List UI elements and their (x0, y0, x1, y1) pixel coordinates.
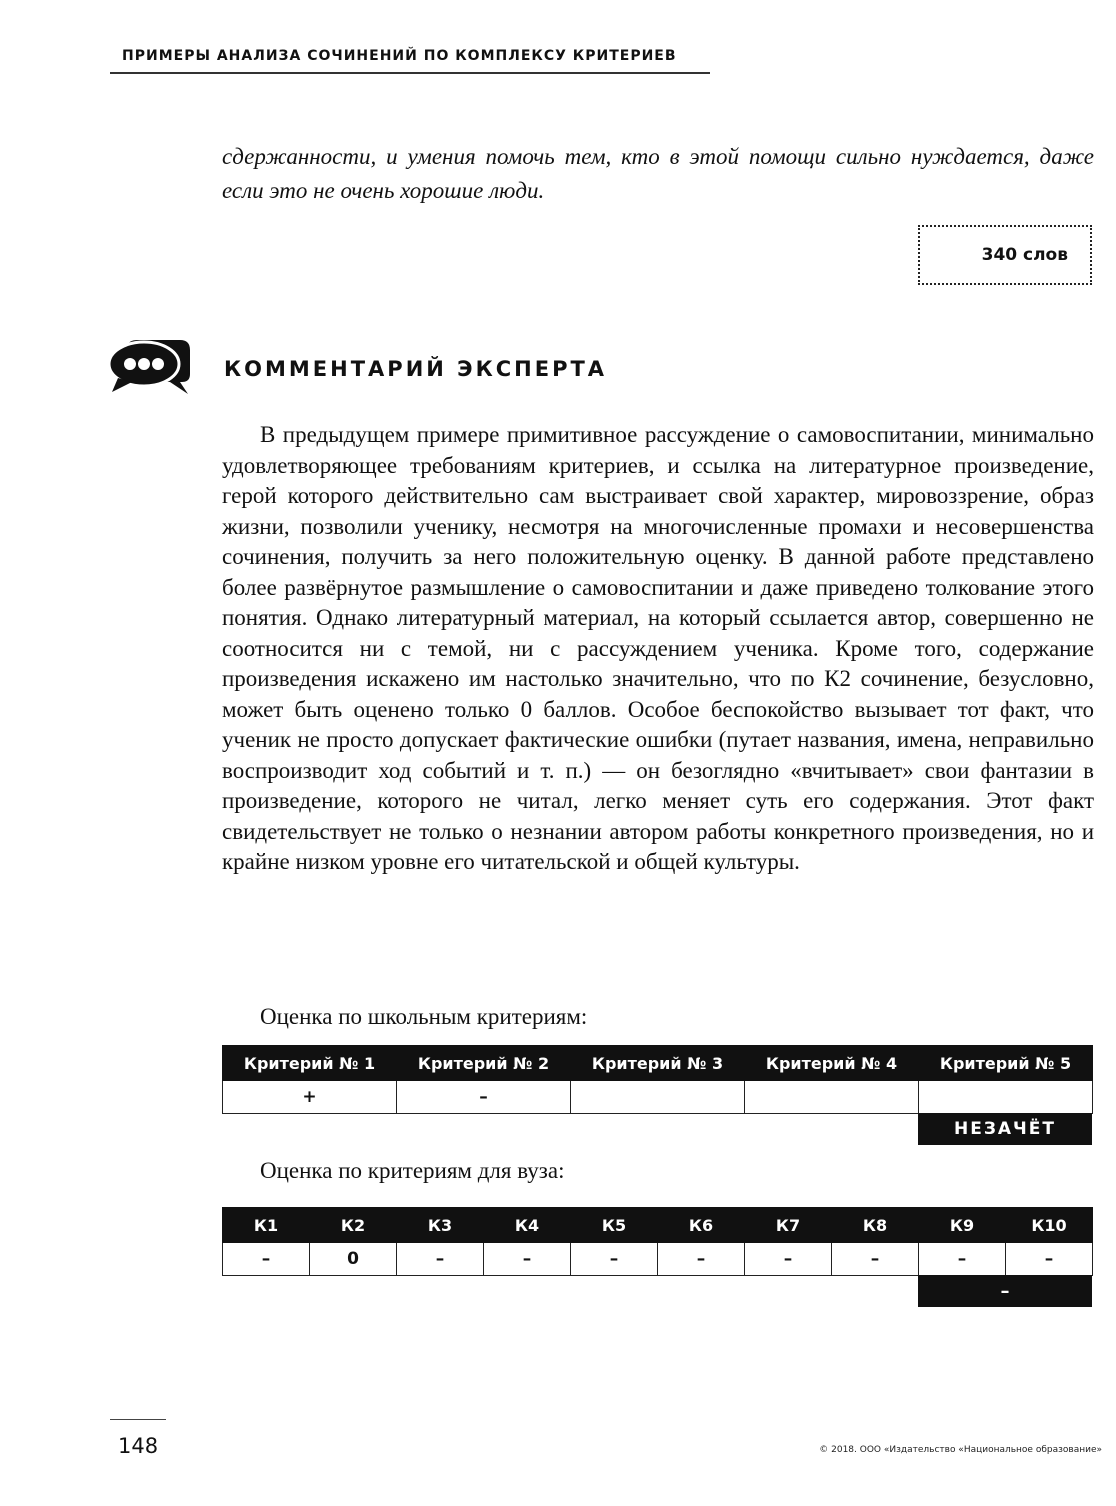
university-criterion-value: 0 (310, 1243, 397, 1276)
university-criterion-value: – (1006, 1243, 1093, 1276)
university-criterion-value: – (223, 1243, 310, 1276)
header-rule (110, 72, 710, 74)
table-row (223, 1243, 1093, 1276)
university-criterion-header: К8 (832, 1208, 919, 1243)
school-criterion-header: Критерий № 5 (919, 1046, 1093, 1081)
school-criterion-value (745, 1081, 919, 1114)
school-criterion-value (571, 1081, 745, 1114)
university-criterion-header: К2 (310, 1208, 397, 1243)
school-criteria-label: Оценка по школьным критериям: (260, 1004, 588, 1029)
copyright: © 2018. ООО «Издательство «Национальное образование» (819, 1445, 1102, 1455)
school-criteria-table (222, 1045, 1093, 1114)
table-row (223, 1081, 1093, 1114)
school-criterion-value: – (397, 1081, 571, 1114)
university-criterion-header: К10 (1006, 1208, 1093, 1243)
university-criterion-header: К6 (658, 1208, 745, 1243)
university-criterion-value: – (832, 1243, 919, 1276)
school-criterion-value: + (223, 1081, 397, 1114)
section-title: КОММЕНТАРИЙ ЭКСПЕРТА (224, 357, 608, 381)
university-criterion-value: – (571, 1243, 658, 1276)
school-criterion-header: Критерий № 2 (397, 1046, 571, 1081)
university-criterion-value: – (484, 1243, 571, 1276)
speech-bubbles-icon (108, 340, 190, 396)
expert-comment-text: В предыдущем примере примитивное рассуждение о самовоспитании, минимально удовлетворяющее требованиям критериев, и ссылка на литературное произведение, герой которого действительно сам выстраивает свой характер, мировоззрение, образ жизни, позволили ученику, несмотря на многочисленные промахи и несовершенства сочинения, получить за него положительную оценку. В данной работе представлено более развёрнутое размышление о самовоспитании и даже приведено толкование этого понятия. Однако литературный материал, на который ссылается автор, совершенно не соотносится ни с темой, ни с рассуждением ученика. Кроме того, содержание произведения искажено им настолько значительно, что по К2 сочинение, безусловно, может быть оценено только 0 баллов. Особое беспокойство вызывает тот факт, что ученик не просто допускает фактические ошибки (путает названия, имена, неправильно воспроизводит ход событий и т. п.) — он безоглядно «вчитывает» свои фантазии в произведение, которого не читал, легко меняет суть его содержания. Этот факт свидетельствует не только о незнании автором работы конкретного произведения, но и крайне низком уровне его читательской и общей культуры. (222, 422, 1094, 874)
university-criterion-header: К3 (397, 1208, 484, 1243)
word-count-box: 340 слов (918, 225, 1092, 285)
university-criteria-table (222, 1207, 1093, 1276)
university-criterion-header: К9 (919, 1208, 1006, 1243)
university-criterion-header: К5 (571, 1208, 658, 1243)
page-number: 148 (118, 1434, 159, 1458)
university-criterion-value: – (658, 1243, 745, 1276)
header-title: ПРИМЕРЫ АНАЛИЗА СОЧИНЕНИЙ ПО КОМПЛЕКСУ КРИТЕРИЕВ (122, 48, 677, 64)
intro-text: сдержанности, и умения помочь тем, кто в этой помощи сильно нуждается, даже если это не очень хорошие люди. (222, 144, 1094, 203)
university-criterion-header: К7 (745, 1208, 832, 1243)
university-criterion-value: – (919, 1243, 1006, 1276)
footer-rule (110, 1419, 166, 1420)
school-criterion-header: Критерий № 3 (571, 1046, 745, 1081)
school-criterion-header: Критерий № 4 (745, 1046, 919, 1081)
university-criterion-header: К4 (484, 1208, 571, 1243)
university-criterion-value: – (745, 1243, 832, 1276)
school-result-badge: НЕЗАЧЁТ (918, 1113, 1092, 1145)
university-criterion-header: К1 (223, 1208, 310, 1243)
university-result-badge: – (918, 1275, 1092, 1307)
school-criterion-value (919, 1081, 1093, 1114)
university-criteria-label: Оценка по критериям для вуза: (260, 1158, 565, 1183)
university-criterion-value: – (397, 1243, 484, 1276)
school-criterion-header: Критерий № 1 (223, 1046, 397, 1081)
